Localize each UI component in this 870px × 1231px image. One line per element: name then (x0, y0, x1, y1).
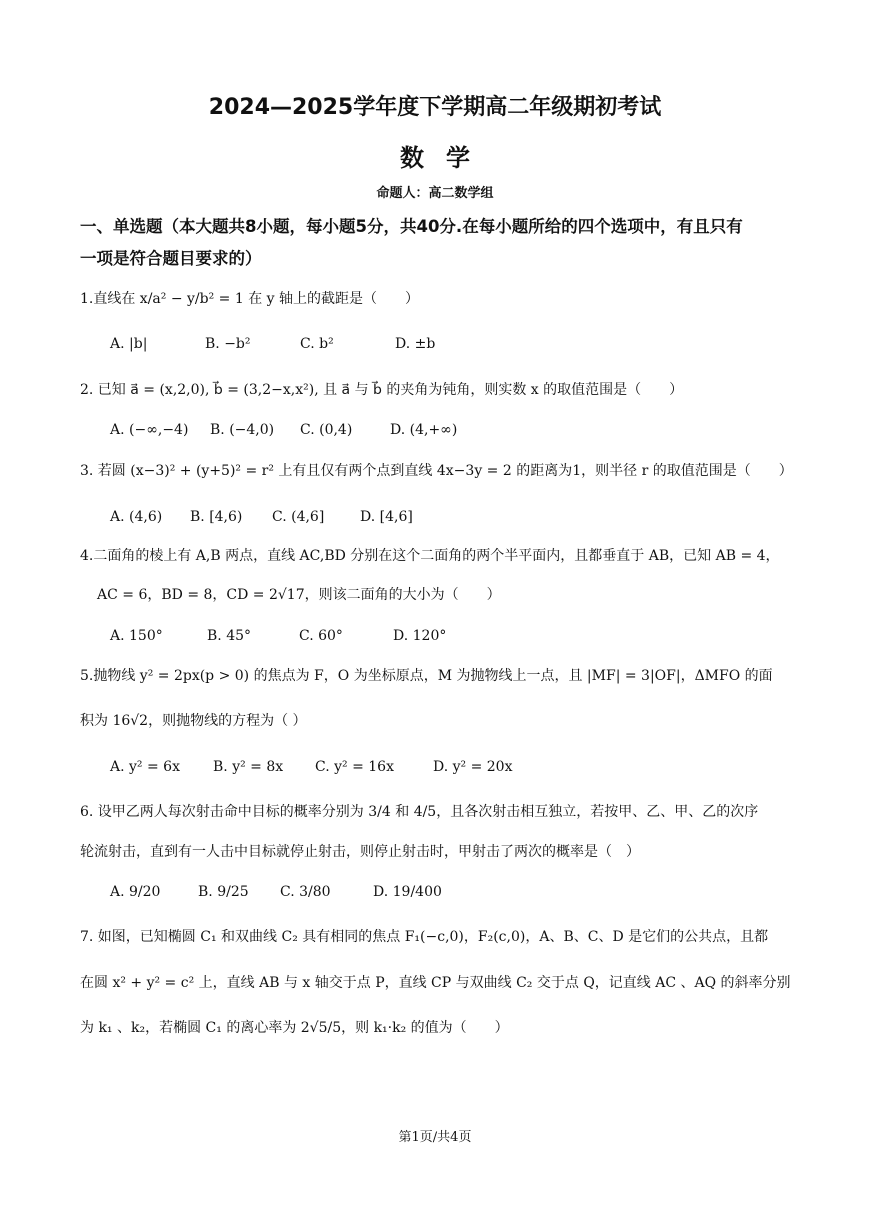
option-c: C. (0,4) (300, 422, 353, 438)
option-a: A. (4,6) (110, 509, 163, 525)
option-c: C. b² (300, 336, 334, 352)
question-4-text-line-2: AC = 6，BD = 8，CD = 2√17，则该二面角的大小为（ ） (97, 587, 501, 603)
option-c: C. y² = 16x (315, 759, 394, 775)
section-heading-line-1: 一、单选题（本大题共8小题，每小题5分，共40分.在每小题所给的四个选项中，有且只有 (80, 217, 743, 236)
option-d: D. y² = 20x (433, 759, 513, 775)
option-c: C. 3/80 (280, 884, 331, 900)
question-7-text-line-1: 7. 如图，已知椭圆 C₁ 和双曲线 C₂ 具有相同的焦点 F₁(−c,0)，F₂(c,0)，A、B、C、D 是它们的公共点，且都 (80, 929, 769, 945)
question-5-text-line-1: 5.抛物线 y² = 2px(p > 0) 的焦点为 F，O 为坐标原点，M 为抛物线上一点，且 |MF| = 3|OF|，ΔMFO 的面 (80, 668, 773, 684)
option-b: B. −b² (205, 336, 251, 352)
question-5-options (110, 755, 533, 779)
subject-title: 数学 (400, 144, 492, 172)
author-line: 命题人：高二数学组 (376, 186, 494, 201)
question-7-text-line-2: 在圆 x² + y² = c² 上，直线 AB 与 x 轴交于点 P，直线 CP 与双曲线 C₂ 交于点 Q，记直线 AC 、AQ 的斜率分别 (80, 975, 791, 991)
question-4-options (110, 624, 483, 648)
option-a: A. 150° (110, 628, 163, 644)
option-b: B. 9/25 (198, 884, 249, 900)
question-7-text-line-3: 为 k₁ 、k₂，若椭圆 C₁ 的离心率为 2√5/5，则 k₁·k₂ 的值为（ ） (80, 1020, 509, 1036)
option-d: D. 120° (393, 628, 447, 644)
option-c: C. (4,6] (272, 509, 325, 525)
question-6-options (110, 880, 473, 904)
option-c: C. 60° (299, 628, 343, 644)
option-b: B. 45° (207, 628, 252, 644)
question-2-options (110, 418, 480, 442)
question-1-text: 1.直线在 x/a² − y/b² = 1 在 y 轴上的截距是（ ） (80, 291, 420, 307)
question-1-options (110, 332, 490, 356)
option-d: D. [4,6] (360, 509, 413, 525)
option-d: D. 19/400 (373, 884, 442, 900)
question-3-options (110, 505, 450, 529)
section-heading-line-2: 一项是符合题目要求的） (80, 249, 262, 268)
option-d: D. ±b (395, 336, 436, 352)
option-d: D. (4,+∞) (390, 422, 458, 438)
option-a: A. y² = 6x (110, 759, 180, 775)
option-a: A. |b| (110, 336, 148, 352)
question-6-text-line-1: 6. 设甲乙两人每次射击命中目标的概率分别为 3/4 和 4/5，且各次射击相互独立，若按甲、乙、甲、乙的次序 (80, 804, 759, 820)
question-6-text-line-2: 轮流射击，直到有一人击中目标就停止射击，则停止射击时，甲射击了两次的概率是（ ） (80, 844, 640, 860)
option-a: A. (−∞,−4) (110, 422, 189, 438)
option-b: B. [4,6) (190, 509, 243, 525)
page-footer: 第1页/共4页 (398, 1130, 472, 1145)
question-2-text: 2. 已知 a⃗ = (x,2,0), b⃗ = (3,2−x,x²), 且 a⃗ 与 b⃗ 的夹角为钝角，则实数 x 的取值范围是（ ） (80, 382, 684, 398)
question-3-text: 3. 若圆 (x−3)² + (y+5)² = r² 上有且仅有两个点到直线 4x−3y = 2 的距离为1，则半径 r 的取值范围是（ ） (80, 463, 793, 479)
option-b: B. (−4,0) (210, 422, 275, 438)
option-a: A. 9/20 (110, 884, 161, 900)
option-b: B. y² = 8x (213, 759, 284, 775)
question-4-text-line-1: 4.二面角的棱上有 A,B 两点，直线 AC,BD 分别在这个二面角的两个半平面内，且都垂直于 AB，已知 AB = 4， (80, 548, 780, 564)
exam-title: 2024—2025学年度下学期高二年级期初考试 (208, 95, 662, 120)
question-5-text-line-2: 积为 16√2，则抛物线的方程为（ ） (80, 713, 307, 729)
